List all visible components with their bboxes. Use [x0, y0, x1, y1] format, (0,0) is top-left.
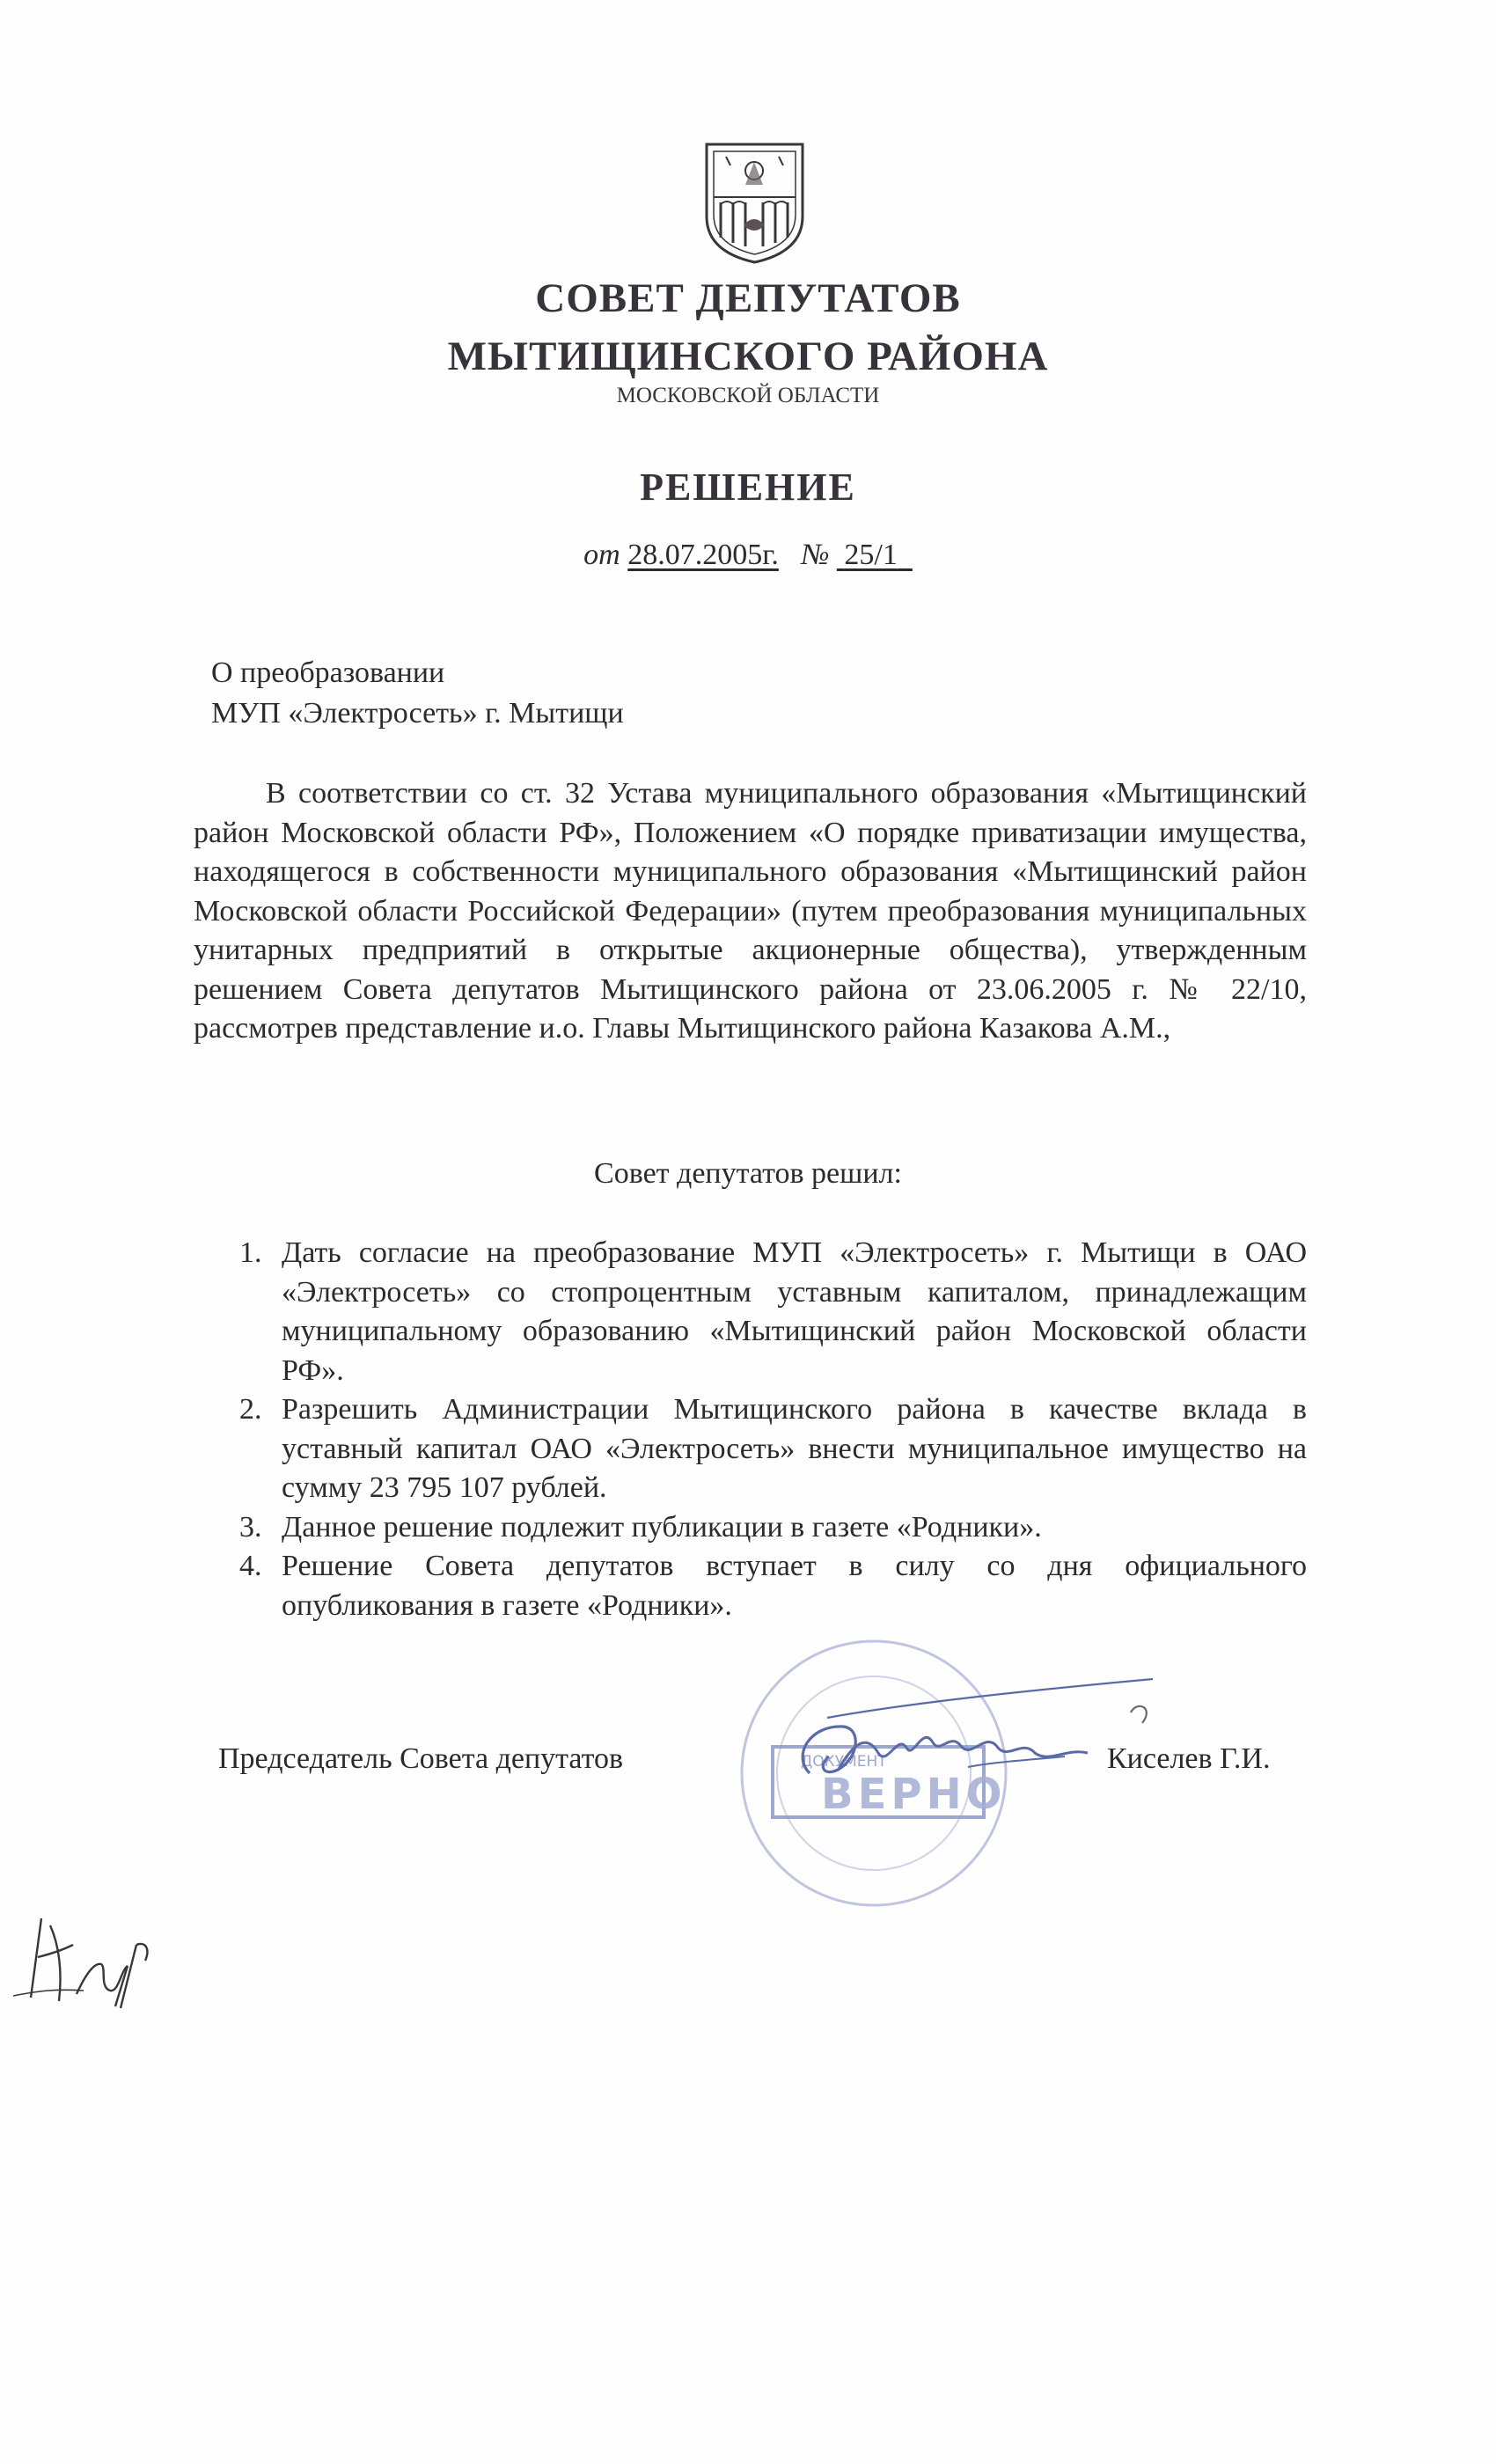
decision-text: Дать согласие на преобразование МУП «Электросеть» г. Мытищи в ОАО «Электросеть» со стопроцентным уставным капиталом, принадлежащим муниципальному образованию «Мытищинский район Московской области РФ».: [282, 1236, 1307, 1387]
stamp-ring-text: ДОКУМЕНТ: [801, 1753, 887, 1771]
organization-name-line2: МЫТИЩИНСКОГО РАЙОНА: [447, 334, 1049, 379]
document-subject: [211, 653, 624, 734]
decision-list: [229, 1234, 1307, 1625]
document-type-title: РЕШЕНИЕ: [640, 466, 856, 509]
document-date: 28.07.2005г.: [627, 539, 779, 571]
date-prefix: от: [583, 539, 620, 571]
decision-text: Данное решение подлежит публикации в газете «Родники».: [282, 1510, 1042, 1544]
organization-name-line1: СОВЕТ ДЕПУТАТОВ: [535, 275, 961, 321]
handwritten-signature: [774, 1672, 1153, 1804]
decision-text: Решение Совета депутатов вступает в силу со дня официального опубликования в газете «Родники».: [282, 1550, 1307, 1622]
signer-name: Киселев Г.И.: [1107, 1742, 1271, 1775]
preamble-paragraph: В соответствии со ст. 32 Устава муниципального образования «Мытищинский район Московской области РФ», Положением «О порядке приватизации имущества, находящегося в собственности муниципального образования «Мытищинский район Московской области Российской Федерации» (путем преобразования муниципальных унитарных предприятий в открытые акционерные общества), утвержденным решением Совета депутатов Мытищинского района от 23.06.2005 г. № 22/10, рассмотрев представление и.о. Главы Мытищинского района Казакова А.М.,: [194, 777, 1307, 1045]
coat-of-arms-emblem: [700, 139, 810, 267]
organization-region: МОСКОВСКОЙ ОБЛАСТИ: [616, 384, 880, 407]
document-date-number: [0, 539, 1496, 572]
subject-line: МУП «Электросеть» г. Мытищи: [211, 697, 624, 730]
decision-number: 3.: [239, 1510, 262, 1544]
handwritten-margin-mark: [4, 1910, 158, 2011]
decision-item: [229, 1508, 1307, 1548]
decision-text: Разрешить Администрации Мытищинского района в качестве вклада в уставный капитал ОАО «Электросеть» внести муниципальное имущество на сумму 23 795 107 рублей.: [282, 1393, 1307, 1504]
decision-item: [229, 1390, 1307, 1508]
decided-heading: Совет депутатов решил:: [594, 1157, 902, 1190]
stamp-word: ВЕРНО: [821, 1770, 1007, 1819]
number-prefix: №: [801, 539, 830, 571]
decision-number: 1.: [239, 1236, 262, 1269]
decision-item: [229, 1234, 1307, 1390]
subject-line: О преобразовании: [211, 656, 445, 689]
signer-title: Председатель Совета депутатов: [218, 1742, 624, 1775]
document-number: [837, 539, 913, 571]
decision-number: 4.: [239, 1550, 262, 1582]
document-number-value: 25/1: [844, 539, 898, 571]
decision-number: 2.: [239, 1393, 262, 1426]
decision-item: [229, 1547, 1307, 1625]
